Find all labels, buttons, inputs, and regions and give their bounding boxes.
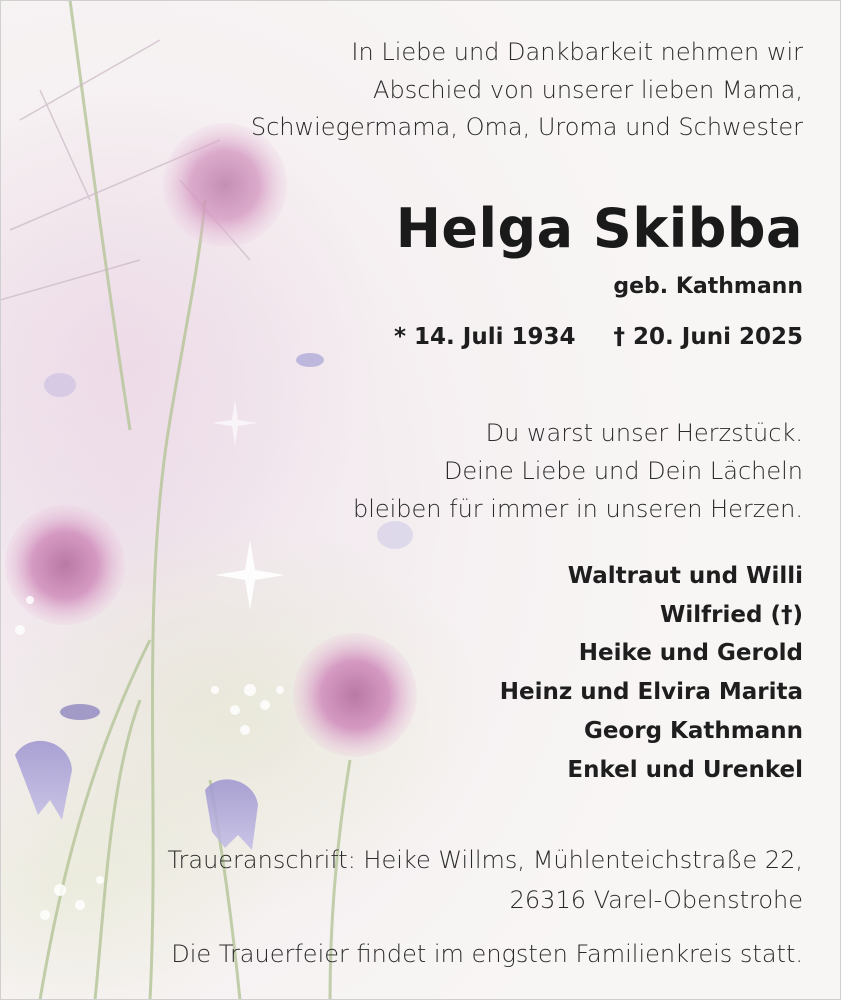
intro-line: Abschied von unserer lieben Mama, [373, 75, 803, 104]
mourner-entry: Georg Kathmann [583, 717, 803, 744]
verse-line: bleiben für immer in unseren Herzen. [352, 495, 803, 523]
verse-line: Du warst unser Herzstück. [485, 419, 803, 447]
birth-date: * 14. Juli 1934 [394, 324, 576, 350]
life-dates [394, 320, 803, 354]
address-line: 26316 Varel-Obenstrohe [509, 886, 803, 914]
mourner-entry: Heike und Gerold [578, 640, 803, 667]
ceremony-note: Die Trauerfeier findet im engsten Familienkreis statt. [171, 940, 803, 968]
mourner-entry: Wilfried (†) [660, 601, 803, 628]
mourners-list [303, 557, 803, 789]
mourner-entry: Waltraut und Willi [567, 563, 803, 589]
memorial-verse [103, 414, 803, 528]
maiden-name: geb. Kathmann [613, 274, 803, 299]
deceased-name: Helga Skibba [395, 197, 803, 260]
intro-line: In Liebe und Dankbarkeit nehmen wir [351, 38, 803, 66]
mourner-entry: Heinz und Elvira Marita [499, 679, 803, 706]
mourning-address [43, 840, 803, 920]
intro-line: Schwiegermama, Oma, Uroma und Schwester [250, 113, 803, 141]
verse-line: Deine Liebe und Dein Lächeln [443, 457, 803, 485]
death-date: † 20. Juni 2025 [613, 324, 803, 350]
address-line: Traueranschrift: Heike Willms, Mühlenteichstraße 22, [167, 846, 803, 874]
intro-text [103, 34, 803, 147]
mourner-entry: Enkel und Urenkel [567, 756, 803, 783]
